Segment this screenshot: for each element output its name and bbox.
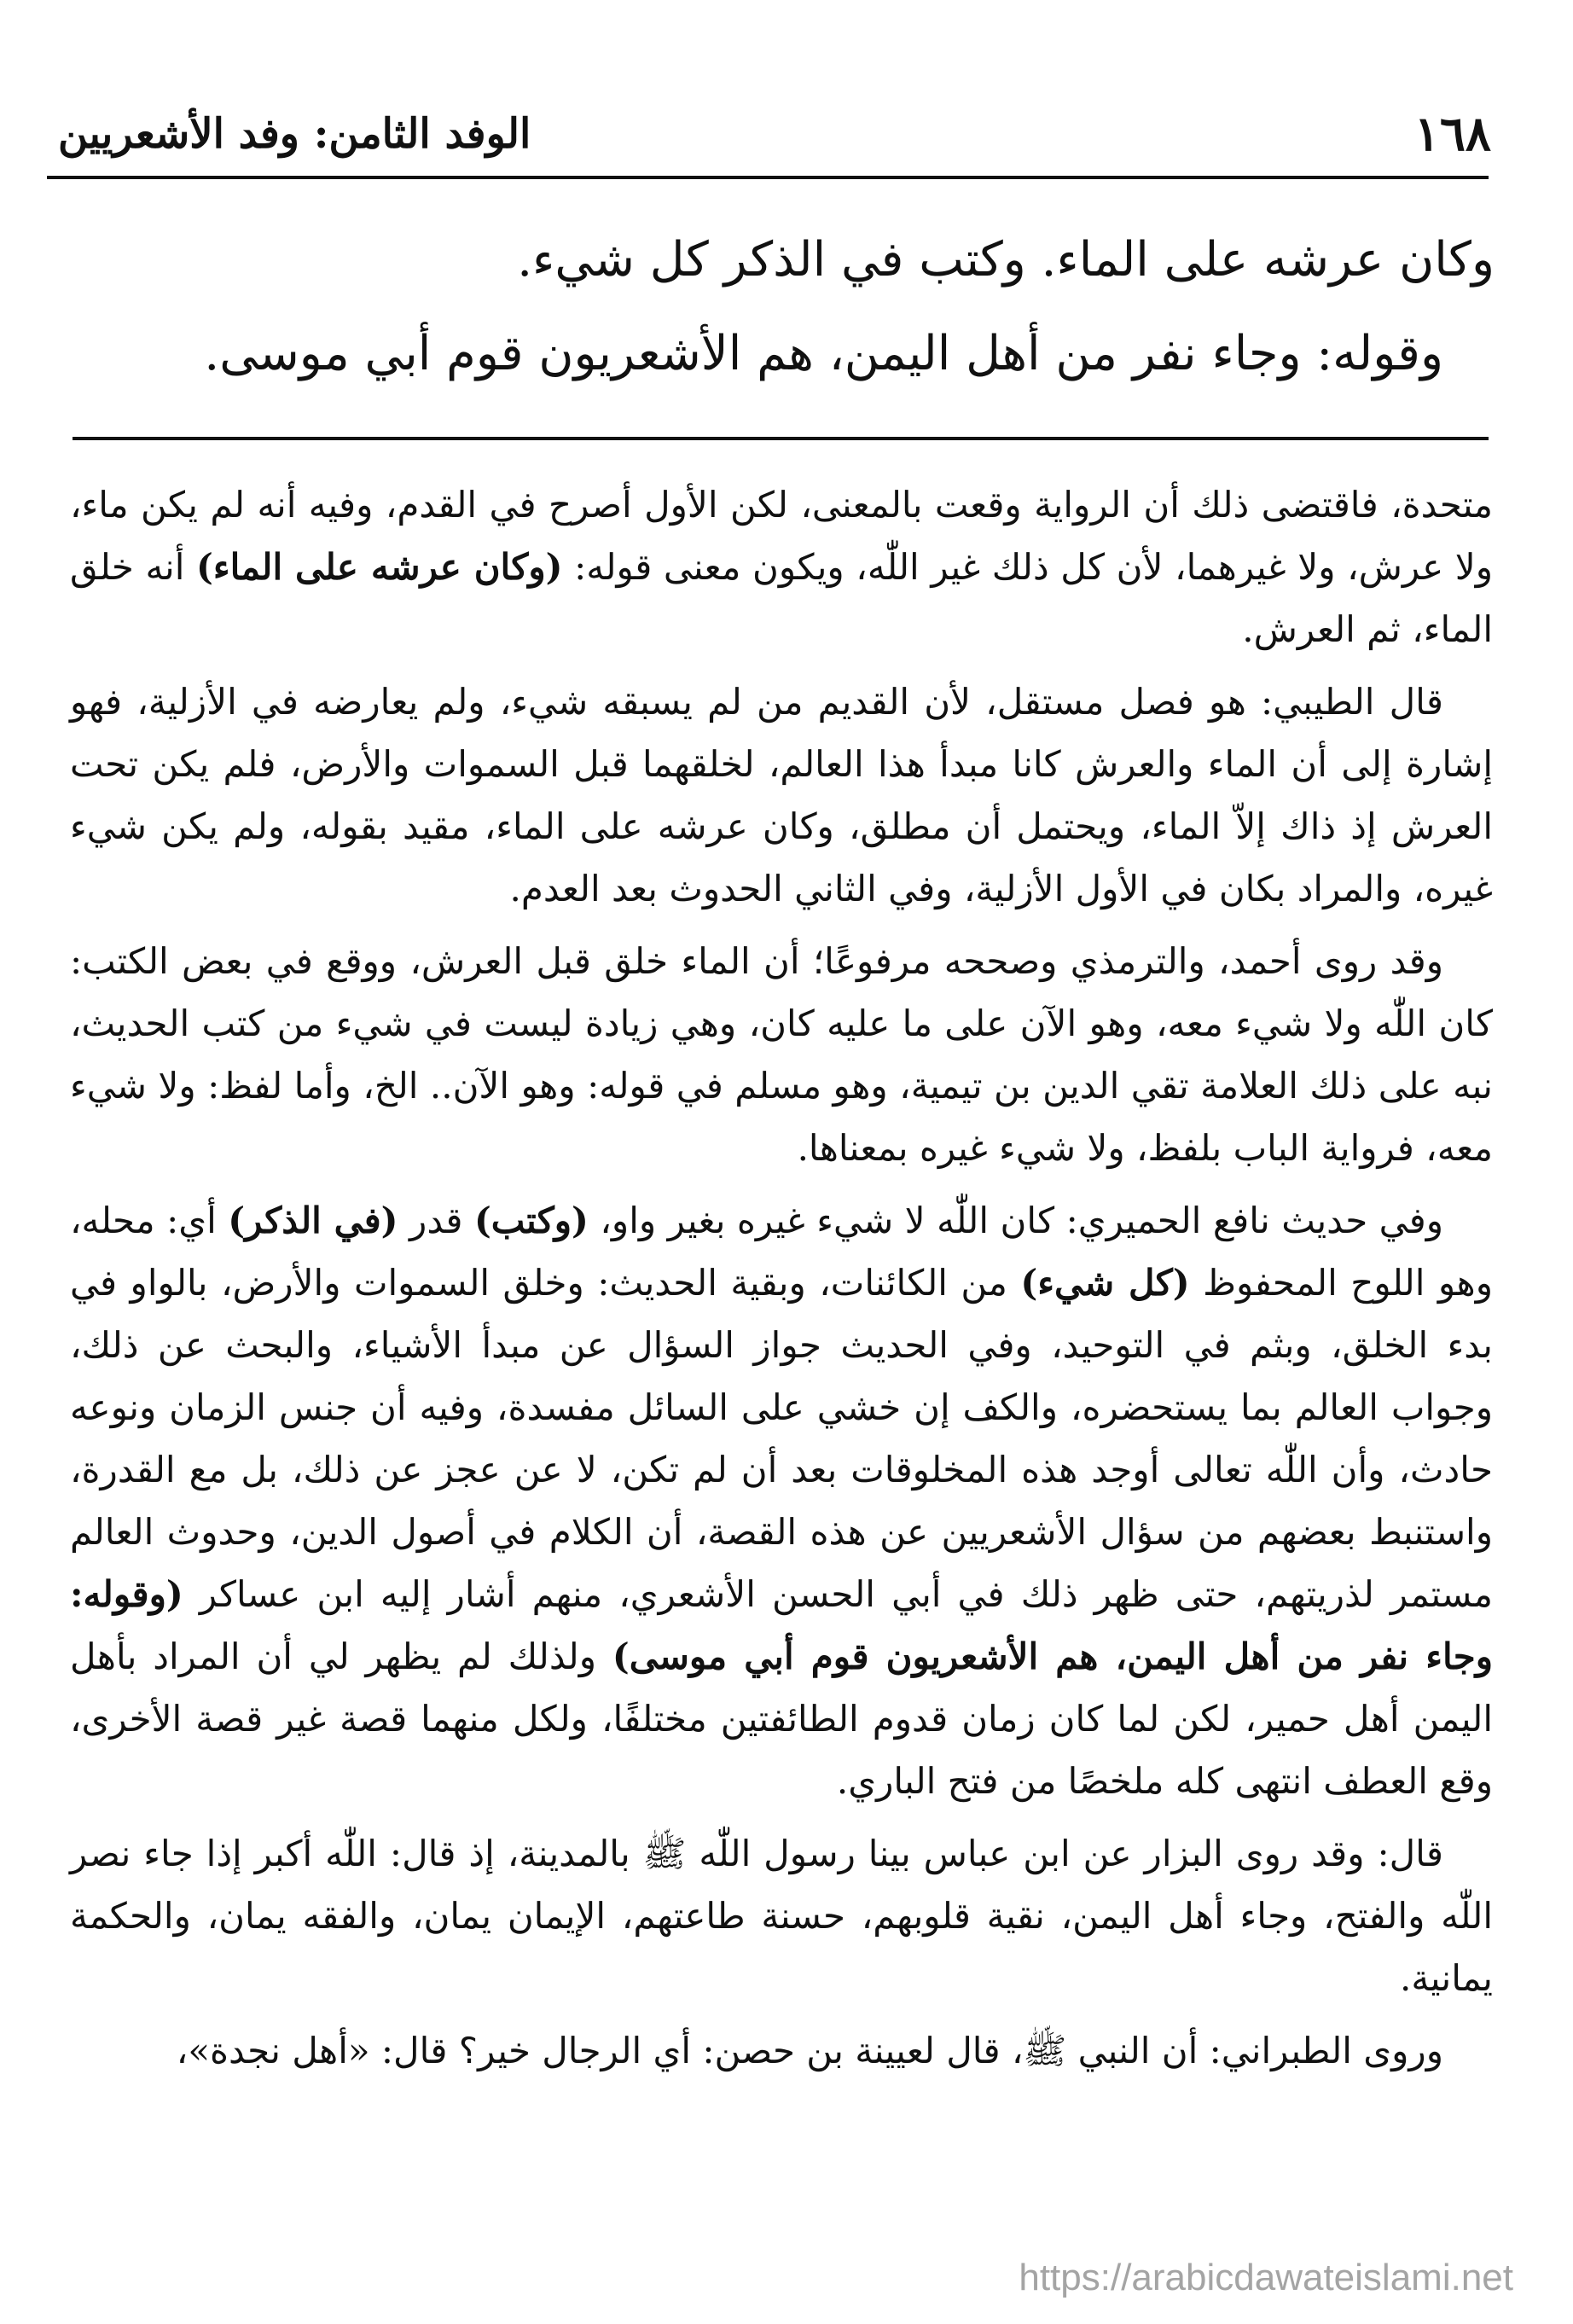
paragraph-text: ولذلك لم يظهر لي أن المراد بأهل اليمن أهل حمير، لكن لما كان زمان قدوم الطائفتين مختلفًا، ولكل منهما قصة غير قصة الأخرى، وقع العطف انتهى كله ملخصًا من فتح الباري.: [70, 1636, 1493, 1802]
quoted-phrase: (في الذكر): [228, 1200, 398, 1241]
quoted-phrase: (وكتب): [473, 1200, 589, 1241]
page-header: [49, 101, 1491, 167]
quoted-phrase: (كل شيء): [1020, 1262, 1190, 1304]
paragraph-text: أي: محله، وهو اللوح المحفوظ: [70, 1200, 1493, 1304]
commentary-paragraph: وروى الطبراني: أن النبي ﷺ، قال لعيينة بن حصن: أي الرجال خير؟ قال: «أهل نجدة»،: [176, 2030, 1443, 2071]
main-text-line: وكان عرشه على الماء. وكتب في الذكر كل شيء.: [517, 232, 1495, 288]
footnote-divider: [73, 437, 1489, 440]
quoted-phrase: (وكان عرشه على الماء): [195, 546, 563, 588]
paragraph-text: متحدة، فاقتضى ذلك أن الرواية وقعت بالمعنى، لكن الأول أصرح في القدم، وفيه أنه لم يكن ماء، ولا عرش، ولا غيرهما، لأن كل ذلك غير اللّٰه، ويكون معنى قوله:: [70, 484, 1493, 588]
header-rule: [47, 176, 1489, 179]
paragraph-text: أنه خلق الماء، ثم العرش.: [70, 546, 1493, 650]
commentary-paragraph: وقد روى أحمد، والترمذي وصححه مرفوعًا؛ أن الماء خلق قبل العرش، ووقع في بعض الكتب: كان اللّٰه ولا شيء معه، وهو الآن على ما عليه كان، وهي زيادة ليست في شيء من كتب الحديث، نبه على ذلك العلامة تقي الدين بن تيمية، وهو مسلم في قوله: وهو الآن.. الخ، وأما لفظ: ولا شيء معه، فرواية الباب بلفظ، ولا شيء غيره بمعناها.: [70, 940, 1494, 1169]
commentary-paragraph: قال: وقد روى البزار عن ابن عباس بينا رسول اللّٰه ﷺ بالمدينة، إذ قال: اللّٰه أكبر إذا جاء نصر اللّٰه والفتح، وجاء أهل اليمن، نقية قلوبهم، حسنة طاعتهم، الإيمان يمان، والفقه يمان، والحكمة يمانية.: [70, 1833, 1493, 1999]
commentary-paragraph: [70, 474, 1493, 660]
commentary-paragraph: [70, 1189, 1493, 1812]
main-text-line: وقوله: وجاء نفر من أهل اليمن، هم الأشعريون قوم أبي موسى.: [204, 326, 1443, 381]
paragraph-text: من الكائنات، وبقية الحديث: وخلق السموات والأرض، بالواو في بدء الخلق، وبثم في التوحيد، وفي الحديث جواز السؤال عن مبدأ الأشياء، والبحث عن ذلك، وجواب العالم بما يستحضره، والكف إن خشي على السائل مفسدة، وفيه أن جنس الزمان ونوعه حادث، وأن اللّٰه تعالى أوجد هذه المخلوقات بعد أن لم تكن، لا عن عجز عن ذلك، بل مع القدرة، واستنبط بعضهم من سؤال الأشعريين عن هذه القصة، أن الكلام في أصول الدين، وحدوث العالم مستمر لذريتهم، حتى ظهر ذلك في أبي الحسن الأشعري، منهم أشار إليه ابن عساكر: [70, 1262, 1493, 1615]
running-title: الوفد الثامن: وفد الأشعريين: [58, 110, 531, 158]
paragraph-text: وفي حديث نافع الحميري: كان اللّٰه لا شيء غيره بغير واو،: [588, 1200, 1444, 1241]
paragraph-text: قدر: [398, 1200, 474, 1241]
page-number: ١٦٨: [1413, 106, 1491, 162]
commentary-paragraph: قال الطيبي: هو فصل مستقل، لأن القديم من لم يسبقه شيء، ولم يعارضه في الأزلية، فهو إشارة إلى أن الماء والعرش كانا مبدأ هذا العالم، لخلقهما قبل السموات والأرض، فلم يكن تحت العرش إذ ذاك إلاّ الماء، ويحتمل أن مطلق، وكان عرشه على الماء، مقيد بقوله، ولم يكن شيء غيره، والمراد بكان في الأول الأزلية، وفي الثاني الحدوث بعد العدم.: [70, 681, 1493, 909]
commentary-section: [70, 474, 1493, 2092]
watermark-url: https://arabicdawateislami.net: [1019, 2257, 1513, 2298]
main-text: [164, 213, 1495, 401]
quoted-phrase: (وقوله: وجاء نفر من أهل اليمن، هم الأشعريون قوم أبي موسى): [70, 1573, 1494, 1677]
